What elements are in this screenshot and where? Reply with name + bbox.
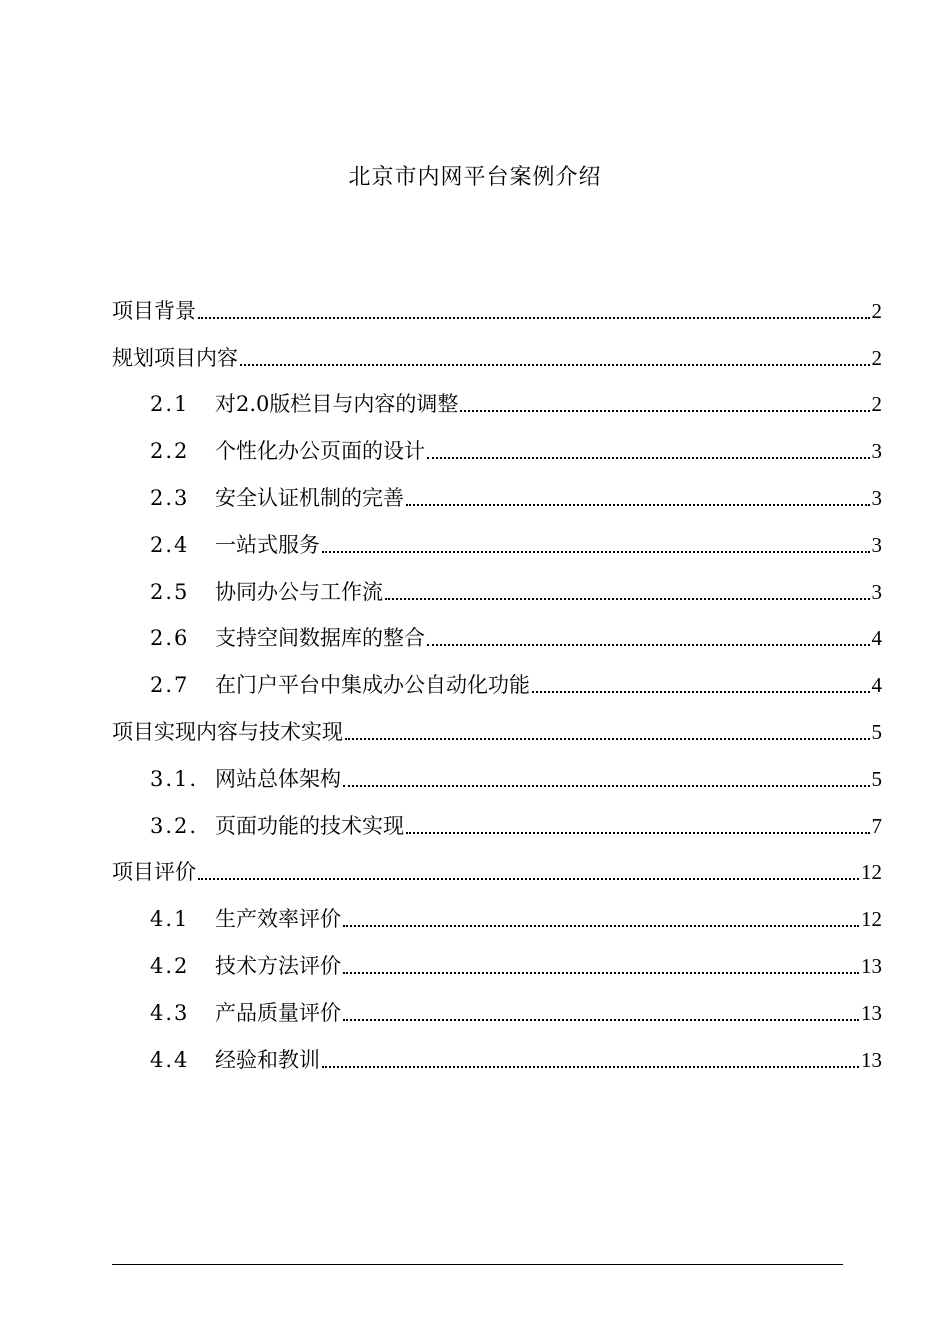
toc-entry-page: 12 (861, 907, 882, 932)
toc-entry-page: 2 (871, 392, 882, 417)
toc-entry[interactable] (112, 841, 882, 888)
toc-entry-page: 3 (871, 532, 882, 557)
toc-entry-number: 4.3 (150, 1000, 190, 1025)
toc-entry-page: 5 (871, 766, 882, 791)
toc-entry-page: 3 (871, 485, 882, 510)
toc-entry-page: 4 (871, 673, 882, 698)
toc-dot-leader (385, 598, 870, 600)
toc-entry-page: 3 (871, 439, 882, 464)
toc-entry-number: 3.1. (150, 766, 199, 791)
toc-entry-text: 在门户平台中集成办公自动化功能 (215, 673, 530, 698)
toc-entry-page: 13 (861, 1000, 882, 1025)
toc-entry-text: 个性化办公页面的设计 (215, 439, 425, 464)
toc-entry-text: 一站式服务 (215, 532, 320, 557)
toc-entry-text: 对2.0版栏目与内容的调整 (215, 392, 459, 417)
toc-entry-text: 项目背景 (112, 298, 196, 323)
toc-entry[interactable] (112, 513, 882, 560)
toc-entry-number: 2.7 (150, 673, 190, 698)
toc-dot-leader (406, 504, 870, 506)
toc-entry-page: 7 (871, 813, 882, 838)
toc-entry[interactable] (112, 279, 882, 326)
toc-dot-leader (427, 457, 870, 459)
toc-entry[interactable] (112, 326, 882, 373)
toc-dot-leader (343, 785, 870, 787)
toc-entry[interactable] (112, 607, 882, 654)
toc-entry-page: 4 (871, 626, 882, 651)
toc-dot-leader (460, 410, 869, 412)
toc-dot-leader (322, 551, 870, 553)
toc-entry-number: 3.2. (150, 813, 199, 838)
toc-entry-page: 13 (861, 953, 882, 978)
toc-entry-text: 技术方法评价 (215, 953, 341, 978)
toc-entry[interactable] (112, 1028, 882, 1075)
toc-entry-text: 安全认证机制的完善 (215, 485, 404, 510)
toc-entry-text: 项目实现内容与技术实现 (112, 719, 343, 744)
toc-entry-text: 经验和教训 (215, 1047, 320, 1072)
toc-dot-leader (240, 364, 870, 366)
toc-entry[interactable] (112, 794, 882, 841)
toc-dot-leader (343, 925, 859, 927)
toc-entry-page: 3 (871, 579, 882, 604)
toc-entry[interactable] (112, 700, 882, 747)
toc-entry-number: 2.4 (150, 532, 190, 557)
toc-entry[interactable] (112, 653, 882, 700)
toc-entry[interactable] (112, 419, 882, 466)
toc-dot-leader (427, 644, 870, 646)
toc-entry-page: 2 (871, 345, 882, 370)
toc-entry[interactable] (112, 560, 882, 607)
toc-entry-page: 5 (871, 719, 882, 744)
toc-entry-number: 2.6 (150, 626, 190, 651)
toc-dot-leader (343, 972, 859, 974)
toc-entry-text: 生产效率评价 (215, 907, 341, 932)
toc-entry-number: 2.5 (150, 579, 190, 604)
toc-entry-text: 协同办公与工作流 (215, 579, 383, 604)
toc-entry-number: 4.1 (150, 907, 190, 932)
toc-entry[interactable] (112, 373, 882, 420)
toc-entry-page: 12 (861, 860, 882, 885)
toc-entry-number: 2.2 (150, 439, 190, 464)
toc-entry[interactable] (112, 887, 882, 934)
toc-entry-number: 4.4 (150, 1047, 190, 1072)
toc-dot-leader (198, 317, 870, 319)
footer-rule (112, 1264, 843, 1265)
toc-entry-page: 13 (861, 1047, 882, 1072)
page-title: 北京市内网平台案例介绍 (348, 165, 602, 190)
toc-entry[interactable] (112, 934, 882, 981)
toc-entry-page: 2 (871, 298, 882, 323)
toc-dot-leader (406, 832, 870, 834)
toc-entry[interactable] (112, 466, 882, 513)
toc-dot-leader (532, 691, 870, 693)
toc-dot-leader (345, 738, 870, 740)
toc-entry-text: 页面功能的技术实现 (215, 813, 404, 838)
toc-dot-leader (343, 1019, 859, 1021)
toc-entry[interactable] (112, 747, 882, 794)
toc-entry-text: 项目评价 (112, 860, 196, 885)
toc-entry-text: 网站总体架构 (215, 766, 341, 791)
toc-entry[interactable] (112, 981, 882, 1028)
toc-entry-number: 4.2 (150, 953, 190, 978)
toc-entry-number: 2.3 (150, 485, 190, 510)
table-of-contents (112, 279, 882, 1075)
toc-dot-leader (198, 878, 859, 880)
toc-entry-number: 2.1 (150, 392, 190, 417)
toc-entry-text: 规划项目内容 (112, 345, 238, 370)
toc-entry-text: 支持空间数据库的整合 (215, 626, 425, 651)
toc-entry-text: 产品质量评价 (215, 1000, 341, 1025)
toc-dot-leader (322, 1066, 859, 1068)
